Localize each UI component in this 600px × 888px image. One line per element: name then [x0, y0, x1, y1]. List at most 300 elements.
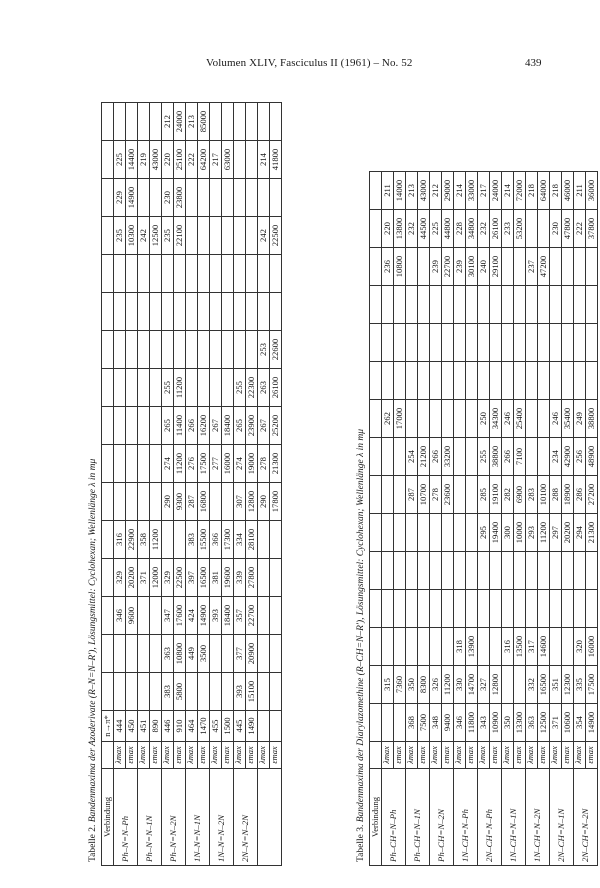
band-value: [574, 362, 586, 400]
value-label: λmax: [406, 742, 418, 769]
band-value: 22100: [174, 217, 186, 255]
header-empty: [102, 597, 114, 635]
band-value: [210, 217, 222, 255]
band-value: [418, 552, 430, 590]
table-row: [574, 172, 586, 866]
band-value: 36000: [586, 172, 598, 210]
value-label: εmax: [514, 742, 526, 769]
band-value: [406, 590, 418, 628]
band-value: [466, 438, 478, 476]
band-value: [514, 248, 526, 286]
band-value: 222: [574, 210, 586, 248]
band-value: [430, 286, 442, 324]
band-value: 10100: [538, 476, 550, 514]
band-value: [454, 362, 466, 400]
band-value: 3500: [198, 635, 210, 673]
band-value: [150, 673, 162, 711]
band-value: 230: [550, 210, 562, 248]
band-value: [454, 400, 466, 438]
band-value: [562, 362, 574, 400]
compound-name: 2N–CH=N–1N: [550, 769, 574, 866]
band-value: 220: [382, 210, 394, 248]
table-row: [394, 172, 406, 866]
band-value: [258, 635, 270, 673]
band-value: [114, 369, 126, 407]
band-value: [394, 552, 406, 590]
band-value: 232: [406, 210, 418, 248]
band-value: 225: [430, 210, 442, 248]
band-value: 218: [550, 172, 562, 210]
band-value: [246, 141, 258, 179]
band-value: [114, 103, 126, 141]
band-value: [114, 255, 126, 293]
band-value: [382, 704, 394, 742]
band-value: 8300: [418, 666, 430, 704]
band-value: 22700: [246, 597, 258, 635]
value-label: εmax: [418, 742, 430, 769]
band-value: 19600: [222, 559, 234, 597]
band-value: [126, 445, 138, 483]
band-value: 449: [186, 635, 198, 673]
band-value: [126, 635, 138, 673]
table-row: [454, 172, 466, 866]
band-value: [550, 552, 562, 590]
band-value: 219: [138, 141, 150, 179]
band-value: 20200: [562, 514, 574, 552]
band-value: [574, 286, 586, 324]
band-value: [454, 552, 466, 590]
band-value: 6900: [514, 476, 526, 514]
table-3-block: [354, 171, 598, 866]
band-value: 239: [430, 248, 442, 286]
band-value: 240: [478, 248, 490, 286]
band-value: [138, 673, 150, 711]
band-value: [198, 331, 210, 369]
band-value: [198, 217, 210, 255]
band-value: [222, 179, 234, 217]
band-value: [258, 673, 270, 711]
value-label: λmax: [114, 742, 126, 769]
band-value: 10900: [490, 704, 502, 742]
band-value: [222, 103, 234, 141]
band-value: 348: [430, 704, 442, 742]
band-value: 217: [478, 172, 490, 210]
band-value: [562, 590, 574, 628]
band-value: [406, 628, 418, 666]
band-value: [574, 248, 586, 286]
band-value: 383: [186, 521, 198, 559]
band-value: [394, 324, 406, 362]
band-value: [490, 628, 502, 666]
band-value: [478, 324, 490, 362]
value-label: λmax: [138, 742, 150, 769]
band-value: [150, 445, 162, 483]
band-value: [490, 324, 502, 362]
band-value: 7100: [514, 438, 526, 476]
band-value: 26100: [270, 369, 282, 407]
band-value: 267: [210, 407, 222, 445]
compound-name: Ph–N=N–2N: [162, 769, 186, 866]
band-value: 23600: [442, 476, 454, 514]
band-value: [562, 628, 574, 666]
band-value: 288: [550, 476, 562, 514]
band-value: 350: [502, 704, 514, 742]
header-label-col: [102, 742, 114, 769]
band-value: [514, 362, 526, 400]
band-value: [454, 476, 466, 514]
band-value: [586, 552, 598, 590]
value-label: εmax: [562, 742, 574, 769]
band-value: [514, 324, 526, 362]
band-value: 46000: [562, 172, 574, 210]
band-value: 14900: [126, 179, 138, 217]
band-value: [538, 324, 550, 362]
table-row: [138, 103, 150, 866]
band-value: [138, 179, 150, 217]
band-value: [466, 514, 478, 552]
band-value: [222, 217, 234, 255]
band-value: [538, 286, 550, 324]
band-value: 300: [502, 514, 514, 552]
band-value: 43000: [150, 141, 162, 179]
band-value: 393: [210, 597, 222, 635]
band-value: 47200: [538, 248, 550, 286]
band-value: [382, 362, 394, 400]
band-value: 22700: [442, 248, 454, 286]
band-value: 346: [114, 597, 126, 635]
band-value: 16500: [538, 666, 550, 704]
band-value: [210, 255, 222, 293]
band-value: 249: [574, 400, 586, 438]
running-head: Volumen XLIV, Fasciculus II (1961) – No. 52: [206, 57, 413, 69]
band-value: [210, 331, 222, 369]
band-value: [234, 179, 246, 217]
transition-value: 445: [234, 711, 246, 742]
band-value: [186, 369, 198, 407]
band-value: [210, 179, 222, 217]
band-value: 318: [454, 628, 466, 666]
band-value: 10800: [394, 248, 406, 286]
band-value: 25200: [270, 407, 282, 445]
band-value: 253: [258, 331, 270, 369]
band-value: 16000: [586, 628, 598, 666]
band-value: [526, 210, 538, 248]
band-value: [222, 331, 234, 369]
band-value: [150, 635, 162, 673]
band-value: [430, 514, 442, 552]
band-value: 266: [186, 407, 198, 445]
band-value: 234: [550, 438, 562, 476]
band-value: 236: [382, 248, 394, 286]
band-value: 246: [502, 400, 514, 438]
band-value: 33000: [466, 172, 478, 210]
header-empty: [370, 590, 382, 628]
value-label: λmax: [186, 742, 198, 769]
header-row: [102, 103, 114, 866]
band-value: 14700: [466, 666, 478, 704]
table-row: [258, 103, 270, 866]
band-value: 35400: [562, 400, 574, 438]
band-value: 18900: [562, 476, 574, 514]
band-value: [538, 590, 550, 628]
band-value: 397: [186, 559, 198, 597]
header-empty: [102, 255, 114, 293]
band-value: [186, 293, 198, 331]
band-value: [526, 400, 538, 438]
band-value: 233: [502, 210, 514, 248]
band-value: [258, 559, 270, 597]
band-value: [126, 331, 138, 369]
band-value: [246, 103, 258, 141]
header-empty: [102, 141, 114, 179]
band-value: 10800: [174, 635, 186, 673]
compound-name: 2N–CH=N–2N: [574, 769, 598, 866]
band-value: 23900: [246, 407, 258, 445]
band-value: 235: [162, 217, 174, 255]
table-2-block: [86, 102, 282, 866]
band-value: [270, 597, 282, 635]
band-value: [538, 362, 550, 400]
band-value: 37800: [586, 210, 598, 248]
band-value: [418, 590, 430, 628]
header-empty: [102, 483, 114, 521]
band-value: [466, 324, 478, 362]
band-value: 26100: [490, 210, 502, 248]
band-value: [478, 628, 490, 666]
band-value: [502, 666, 514, 704]
band-value: 24000: [490, 172, 502, 210]
band-value: 211: [574, 172, 586, 210]
band-value: 11800: [466, 704, 478, 742]
band-value: [478, 590, 490, 628]
band-value: 25400: [514, 400, 526, 438]
band-value: [162, 293, 174, 331]
header-transition: n→π*: [102, 711, 114, 742]
band-value: 278: [258, 445, 270, 483]
band-value: [490, 362, 502, 400]
band-value: [126, 673, 138, 711]
band-value: [198, 255, 210, 293]
band-value: 220: [162, 141, 174, 179]
header-empty: [370, 210, 382, 248]
band-value: [234, 255, 246, 293]
band-value: [222, 673, 234, 711]
band-value: 11200: [538, 514, 550, 552]
band-value: [382, 286, 394, 324]
header-empty: [370, 324, 382, 362]
band-value: [478, 552, 490, 590]
transition-value: 1500: [222, 711, 234, 742]
band-value: [502, 590, 514, 628]
value-label: εmax: [246, 742, 258, 769]
band-value: 339: [234, 559, 246, 597]
band-value: [538, 552, 550, 590]
band-value: 38800: [586, 400, 598, 438]
band-value: [150, 179, 162, 217]
band-value: 239: [454, 248, 466, 286]
band-value: 15500: [198, 521, 210, 559]
transition-value: [258, 711, 270, 742]
band-value: 214: [258, 141, 270, 179]
band-value: 33200: [442, 438, 454, 476]
band-value: [246, 331, 258, 369]
band-value: [198, 673, 210, 711]
table-row: [186, 103, 198, 866]
table-row: [198, 103, 210, 866]
band-value: [406, 248, 418, 286]
value-label: λmax: [382, 742, 394, 769]
band-value: [562, 324, 574, 362]
band-value: 11200: [174, 369, 186, 407]
band-value: 11200: [442, 666, 454, 704]
band-value: [394, 628, 406, 666]
transition-value: [270, 711, 282, 742]
band-value: [162, 255, 174, 293]
band-value: [198, 293, 210, 331]
header-row: [370, 172, 382, 866]
band-value: 21300: [270, 445, 282, 483]
transition-value: 450: [126, 711, 138, 742]
band-value: 237: [526, 248, 538, 286]
band-value: [246, 179, 258, 217]
band-value: [418, 248, 430, 286]
band-value: [442, 628, 454, 666]
band-value: 363: [162, 635, 174, 673]
band-value: [526, 286, 538, 324]
band-value: [114, 445, 126, 483]
band-value: 327: [478, 666, 490, 704]
table-2-caption: [86, 102, 101, 866]
band-value: 315: [382, 666, 394, 704]
band-value: [418, 400, 430, 438]
value-label: λmax: [550, 742, 562, 769]
table-row: [442, 172, 454, 866]
band-value: [234, 103, 246, 141]
table-row: [150, 103, 162, 866]
band-value: 424: [186, 597, 198, 635]
band-value: 22500: [174, 559, 186, 597]
band-value: [502, 362, 514, 400]
band-value: 212: [430, 172, 442, 210]
band-value: 22900: [126, 521, 138, 559]
value-label: εmax: [150, 742, 162, 769]
band-value: [138, 597, 150, 635]
band-value: 274: [162, 445, 174, 483]
band-value: 9300: [174, 483, 186, 521]
band-value: [526, 324, 538, 362]
band-value: 17800: [270, 483, 282, 521]
table-row: [114, 103, 126, 866]
band-value: 290: [162, 483, 174, 521]
band-value: [234, 141, 246, 179]
band-value: 53200: [514, 210, 526, 248]
band-value: [150, 369, 162, 407]
band-value: 334: [234, 521, 246, 559]
band-value: 43000: [418, 172, 430, 210]
band-value: 21300: [586, 514, 598, 552]
band-value: 329: [114, 559, 126, 597]
band-value: [270, 635, 282, 673]
band-value: [234, 217, 246, 255]
value-label: εmax: [222, 742, 234, 769]
band-value: 30100: [466, 248, 478, 286]
band-value: 230: [162, 179, 174, 217]
band-value: [526, 438, 538, 476]
band-value: [454, 590, 466, 628]
band-value: 274: [234, 445, 246, 483]
band-value: 250: [478, 400, 490, 438]
band-value: [442, 590, 454, 628]
header-empty: [102, 673, 114, 711]
band-value: [466, 362, 478, 400]
band-value: 7360: [394, 666, 406, 704]
band-value: [406, 514, 418, 552]
band-value: 17300: [222, 521, 234, 559]
band-value: 225: [114, 141, 126, 179]
band-value: [574, 324, 586, 362]
band-value: 38800: [490, 438, 502, 476]
band-value: 228: [454, 210, 466, 248]
band-value: 366: [210, 521, 222, 559]
band-value: 326: [430, 666, 442, 704]
band-value: [454, 324, 466, 362]
header-empty: [102, 293, 114, 331]
band-value: 25100: [174, 141, 186, 179]
header-empty: [102, 521, 114, 559]
band-value: 277: [210, 445, 222, 483]
band-value: 10700: [418, 476, 430, 514]
band-value: 34800: [466, 210, 478, 248]
header-empty: [370, 704, 382, 742]
band-value: 27800: [246, 559, 258, 597]
transition-value: 451: [138, 711, 150, 742]
band-value: [466, 590, 478, 628]
band-value: [210, 103, 222, 141]
band-value: 17600: [174, 597, 186, 635]
table-row: [174, 103, 186, 866]
band-value: 232: [478, 210, 490, 248]
band-value: [430, 400, 442, 438]
band-value: [126, 407, 138, 445]
band-value: [442, 362, 454, 400]
band-value: [538, 210, 550, 248]
band-value: 371: [138, 559, 150, 597]
transition-value: 1490: [246, 711, 258, 742]
band-value: [210, 293, 222, 331]
band-value: [222, 255, 234, 293]
band-value: 317: [526, 628, 538, 666]
table-row: [466, 172, 478, 866]
band-value: [394, 514, 406, 552]
band-value: [430, 628, 442, 666]
band-value: 383: [162, 673, 174, 711]
band-value: [466, 552, 478, 590]
band-value: [466, 286, 478, 324]
band-value: [150, 255, 162, 293]
band-value: 283: [526, 476, 538, 514]
band-value: [222, 483, 234, 521]
band-value: 307: [234, 483, 246, 521]
band-value: 278: [430, 476, 442, 514]
band-value: [490, 286, 502, 324]
band-value: [430, 362, 442, 400]
band-value: 12500: [150, 217, 162, 255]
band-value: 316: [502, 628, 514, 666]
header-empty: [102, 217, 114, 255]
band-value: [418, 324, 430, 362]
value-label: εmax: [586, 742, 598, 769]
compound-name: 2N–CH=N–Ph: [478, 769, 502, 866]
